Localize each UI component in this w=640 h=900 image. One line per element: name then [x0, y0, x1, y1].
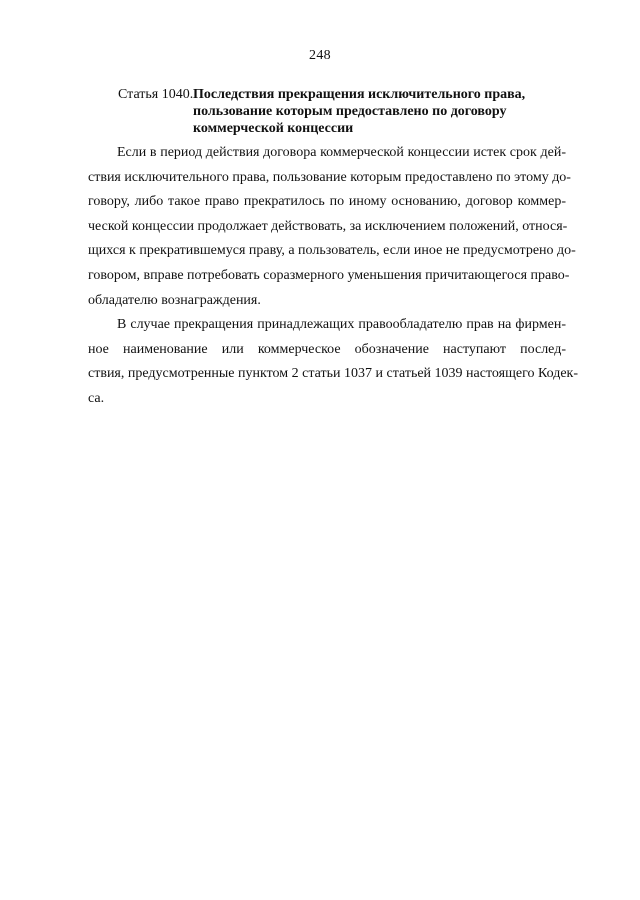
article-title-line: пользование которым предоставлено по договору	[193, 104, 507, 119]
page-number: 248	[309, 48, 331, 63]
paragraph-line: ствия исключительного права, пользование которым предоставлено по этому до-	[88, 169, 571, 185]
paragraph-line: В случае прекращения принадлежащих правообладателю прав на фирмен-	[117, 317, 566, 333]
paragraph-line: обладателю вознаграждения.	[88, 292, 261, 308]
paragraph-line: Если в период действия договора коммерческой концессии истек срок дей-	[117, 145, 566, 160]
paragraph-line: говором, вправе потребовать соразмерного уменьшения причитающегося право-	[88, 267, 570, 283]
paragraph	[88, 313, 578, 411]
paragraph-line: ческой концессии продолжает действовать, за исключением положений, относя-	[88, 218, 568, 234]
article-title-line: коммерческой концессии	[193, 121, 354, 136]
article-title-line: Последствия прекращения исключительного права,	[193, 87, 526, 102]
paragraph	[88, 141, 576, 313]
paragraph-line: ное наименование или коммерческое обозначение наступают послед-	[88, 341, 566, 357]
article-title	[193, 86, 533, 137]
article-number: Статья 1040.	[118, 87, 194, 102]
article-body	[88, 141, 578, 412]
paragraph-line: ствия, предусмотренные пунктом 2 статьи 1037 и статьей 1039 настоящего Кодек-	[88, 366, 578, 382]
paragraph-line: щихся к прекратившемуся праву, а пользователь, если иное не предусмотрено до-	[88, 243, 576, 259]
paragraph-line: говору, либо такое право прекратилось по иному основанию, договор коммер-	[88, 194, 566, 210]
paragraph-line: са.	[88, 390, 105, 406]
